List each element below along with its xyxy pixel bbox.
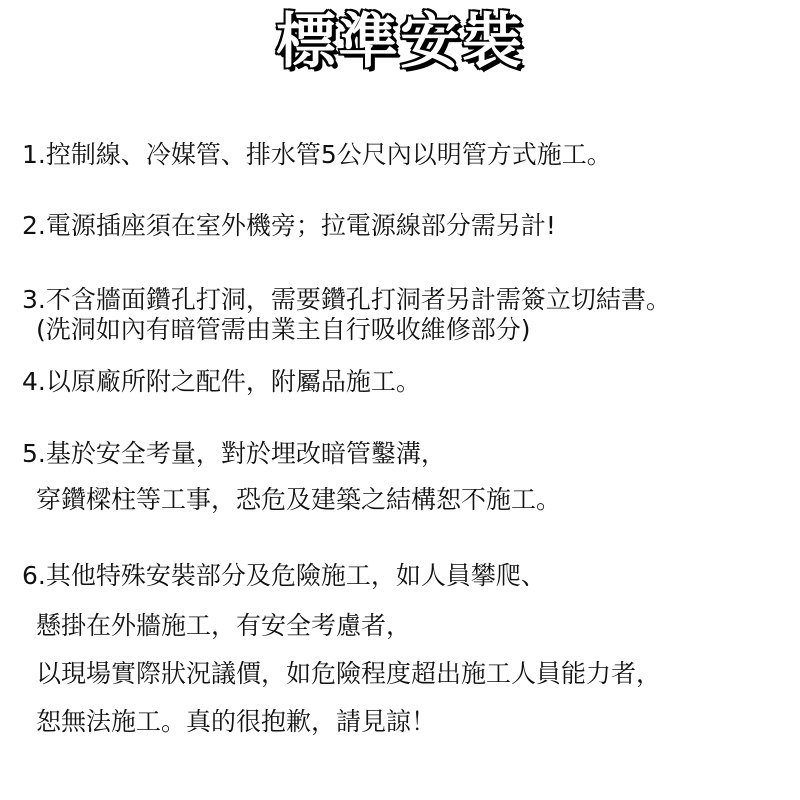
item-6-apology: 恕無法施工。真的很抱歉，請見諒！ — [36, 707, 437, 736]
item-3-wall-drilling: 3.不含牆面鑽孔打洞，需要鑽孔打洞者另計需簽立切結書。 — [22, 285, 671, 314]
item-1-control-line: 1.控制線、冷媒管、排水管5公尺內以明管方式施工。 — [22, 140, 612, 169]
item-2-power-outlet: 2.電源插座須在室外機旁；拉電源線部分需另計! — [22, 211, 556, 240]
item-4-original-parts: 4.以原廠所附之配件，附屬品施工。 — [22, 367, 421, 396]
page-title: 標準安裝 — [276, 7, 524, 77]
item-5-structure-note: 穿鑽樑柱等工事，恐危及建築之結構恕不施工。 — [36, 485, 562, 514]
item-5-safety: 5.基於安全考量，對於埋改暗管鑿溝， — [22, 439, 446, 468]
item-6-special-install: 6.其他特殊安裝部分及危險施工，如人員攀爬、 — [22, 561, 546, 590]
item-6-price-negotiation: 以現場實際狀況議價，如危險程度超出施工人員能力者， — [36, 659, 662, 688]
item-6-exterior-wall: 懸掛在外牆施工，有安全考慮者， — [36, 611, 412, 640]
item-3-hidden-pipe-note: (洗洞如內有暗管需由業主自行吸收維修部分) — [36, 315, 531, 344]
